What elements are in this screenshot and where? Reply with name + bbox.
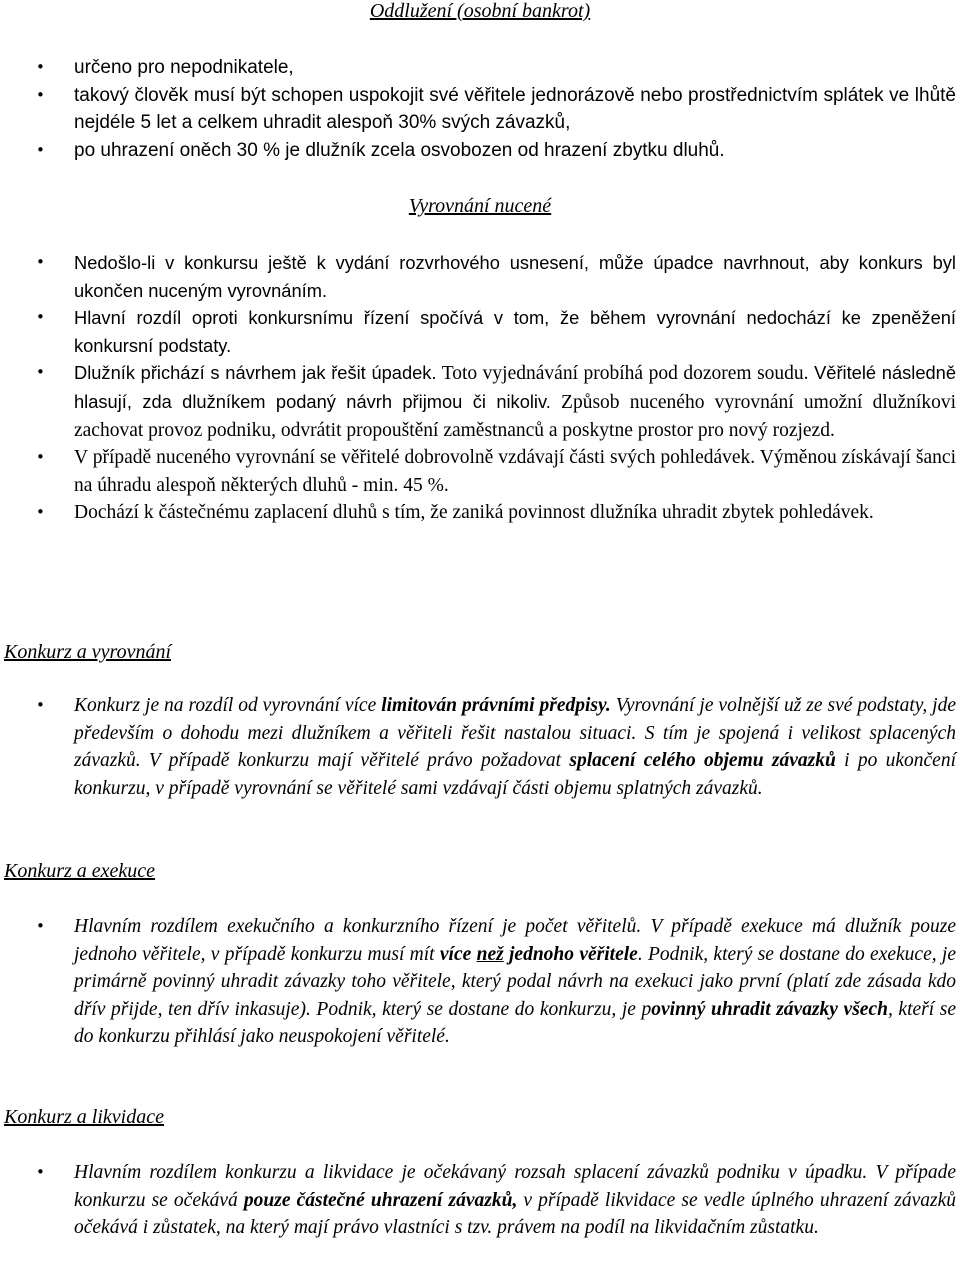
emphasis-text: než xyxy=(476,943,504,965)
list-item: • Hlavní rozdíl oproti konkursnímu řízení spočívá v tom, že během vyrovnání nedochází ke zpeněžení konkursní podstaty. xyxy=(0,304,960,359)
oddluzeni-list xyxy=(0,54,960,164)
list-item-text: i po ukončení konkurzu, v případě vyrovnání se věřitelé sami vzdávají části objemu splatných závazků. xyxy=(74,750,956,799)
emphasis-text: splacení celého objemu závazků xyxy=(569,750,836,772)
list-item-text: v případě likvidace se vedle úplného uhrazení závazků očekává i zůstatek, na který mají právo vlastníci s tzv. právem na podíl na likvidačním zůstatku. xyxy=(74,1189,956,1239)
list-item-text: Vyrovnání je volnější už ze své podstaty, jde především o dohodu mezi dlužníkem a věřiteli řešit nastalou situaci. S tím je spojená i velikost splacených závazků. V případě konkurzu mají věřitelé právo požadovat xyxy=(74,695,956,772)
list-item: • Dochází k částečnému zaplacení dluhů s tím, že zaniká povinnost dlužníka uhradit zbytek pohledávek. xyxy=(0,499,960,527)
konkurz-exekuce-list xyxy=(0,913,960,1051)
list-item xyxy=(0,1159,960,1242)
list-item: • takový člověk musí být schopen uspokojit své věřitele jednorázově nebo prostřednictvím splátek ve lhůtě nejdéle 5 let a celkem uhradit alespoň 30% svých závazků, xyxy=(0,82,960,137)
list-item-text: Toto vyjednávání probíhá pod dozorem soudu. xyxy=(436,363,809,385)
list-item: • Nedošlo-li v konkursu ještě k vydání rozvrhového usnesení, může úpadce navrhnout, aby konkurs byl ukončen nuceným vyrovnáním. xyxy=(0,249,960,304)
list-item xyxy=(0,692,960,802)
list-item-text: Konkurz je na rozdíl od vyrovnání více xyxy=(74,695,382,716)
list-item-text: . Podnik, který se dostane do exekuce, je primárně povinný uhradit závazky toho věřitele, který podal návrh na exekuci jako první (platí zde zásada kdo dřív přijde, ten dřív inkasuje). Podnik, který se dostane do konkurzu, je p xyxy=(74,943,956,1020)
section-heading-konkurz-vyrovnani: Konkurz a vyrovnání xyxy=(4,641,172,663)
section-heading-konkurz-likvidace: Konkurz a likvidace xyxy=(4,1106,164,1128)
list-item-text: Způsob nuceného vyrovnání umožní dlužníkovi zachovat provoz podniku, odvrátit propouštění zaměstnanců a poskytne prostor pro nový rozjezd. xyxy=(74,391,956,441)
list-item-text: Věřitelé následně hlasují, zda dlužníkem podaný návrh přijmou či nikoliv. xyxy=(74,362,957,412)
konkurz-vyrovnani-list xyxy=(0,692,960,802)
list-item-text: Hlavním rozdílem exekučního a konkurzního řízení je počet věřitelů. V případě exekuce má dlužník pouze jednoho věřitele, v případě konkurzu musí mít xyxy=(74,916,956,965)
emphasis-text: limitován právními předpisy. xyxy=(381,695,611,716)
list-item-text: Hlavním rozdílem konkurzu a likvidace je očekávaný rozsah splacení závazků podniku v úpadku. V případe konkurzu se očekává xyxy=(74,1162,956,1211)
emphasis-text: ovinný uhradit závazky všech xyxy=(651,998,888,1020)
vyrovnani-list xyxy=(0,249,960,527)
emphasis-text: jednoho věřitele xyxy=(503,943,638,965)
emphasis-text: více xyxy=(439,943,477,965)
list-item-text: , kteří se do konkurzu přihlásí jako neuspokojení věřitelé. xyxy=(74,998,956,1048)
list-item: • V případě nuceného vyrovnání se věřitelé dobrovolně vzdávají části svých pohledávek. Výměnou získávají šanci na úhradu alespoň některých dluhů - min. 45 %. xyxy=(0,444,960,499)
emphasis-text: pouze částečné uhrazení závazků, xyxy=(243,1189,518,1211)
list-item: • určeno pro nepodnikatele, xyxy=(0,54,960,82)
section-heading-vyrovnani-nucene: Vyrovnání nucené xyxy=(408,195,552,217)
list-item-text: Dlužník přichází s návrhem jak řešit úpadek. xyxy=(74,362,437,384)
page-title: Oddlužení (osobní bankrot) xyxy=(369,0,591,22)
konkurz-likvidace-list xyxy=(0,1159,960,1242)
section-heading-konkurz-exekuce: Konkurz a exekuce xyxy=(4,860,156,882)
list-item: • po uhrazení oněch 30 % je dlužník zcela osvobozen od hrazení zbytku dluhů. xyxy=(0,137,960,165)
list-item xyxy=(0,913,960,1051)
list-item xyxy=(0,359,960,444)
